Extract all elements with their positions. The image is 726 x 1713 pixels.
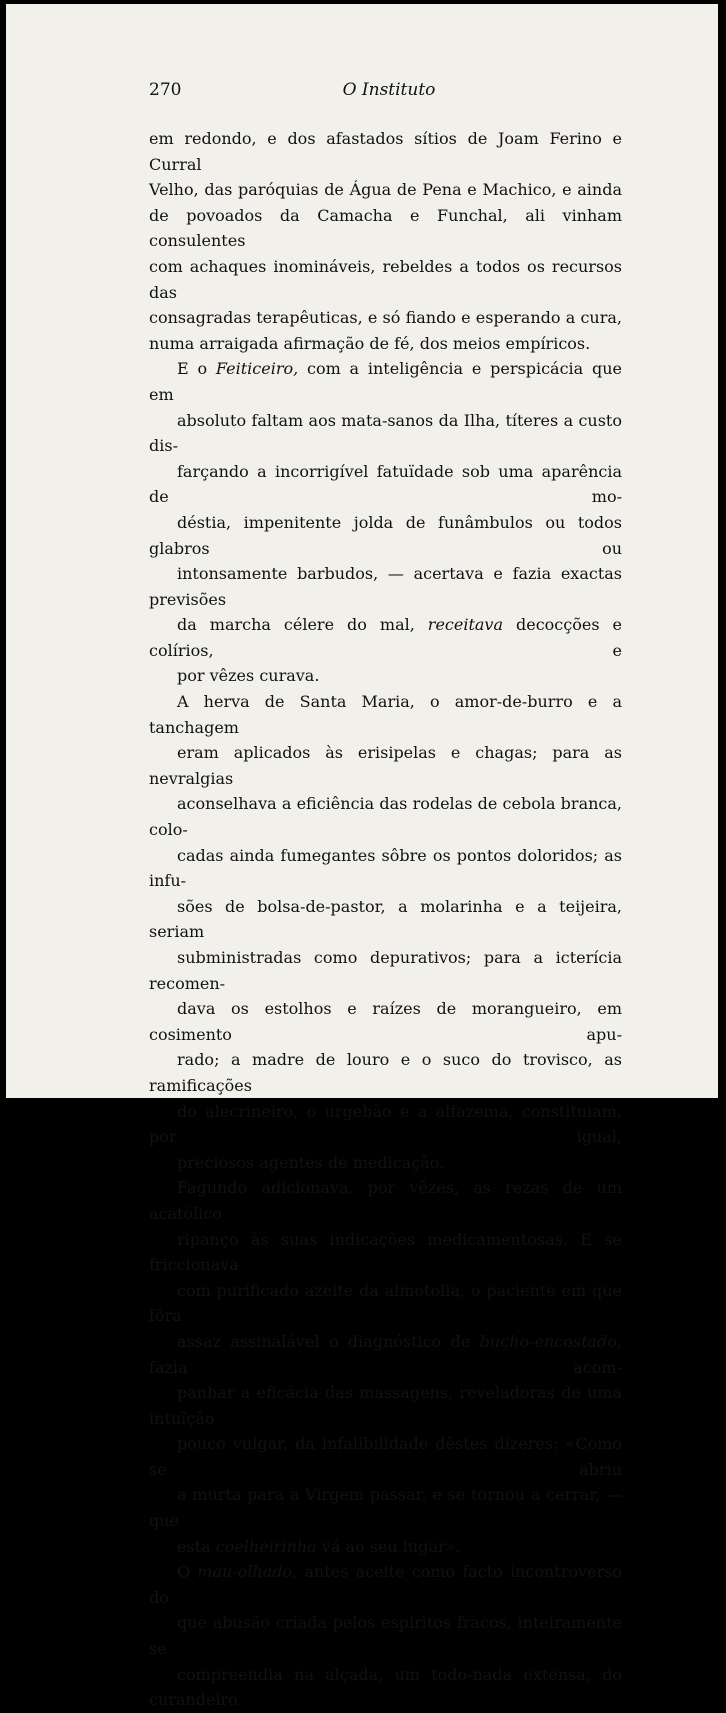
- text-line: [149, 1047, 622, 1098]
- paragraph: [149, 356, 622, 689]
- text-segment: preciosos agentes de medicação.: [177, 1152, 445, 1172]
- text-line: [149, 1662, 622, 1713]
- text-segment: de povoados da Camacha e Funchal, ali vinham consulentes: [149, 205, 622, 251]
- text-segment: déstia, impenitente jolda de funâmbulos ou todos glabros ou: [149, 512, 622, 558]
- text-line: [149, 510, 622, 561]
- text-line: [149, 945, 622, 996]
- running-title: O Instituto: [342, 80, 436, 100]
- text-line: [149, 1278, 622, 1329]
- text-line: [149, 689, 622, 740]
- text-segment: antes aceite como facto incontroverso do: [149, 1562, 623, 1607]
- text-line: [149, 791, 622, 842]
- text-segment: compreendia na alçada, um todo-nada extensa, do curandeiro.: [149, 1664, 622, 1710]
- text-segment: intonsamente barbudos, — acertava e fazia exactas previsões: [149, 564, 622, 609]
- book-page: [6, 4, 718, 1710]
- page-header: [149, 80, 629, 106]
- text-line: [149, 356, 622, 407]
- text-segment: a murta para a Virgem passar, e se tornou a cerrar, — que: [149, 1485, 622, 1531]
- text-line: [149, 1559, 622, 1610]
- text-segment: panhar a eficácia das massagens, reveladoras de uma intuïção: [149, 1383, 622, 1428]
- text-segment: aconselhava a eficiência das rodelas de cebola branca, colo-: [149, 794, 622, 840]
- text-line: [149, 1380, 622, 1431]
- text-segment: da marcha célere do mal,: [177, 615, 428, 635]
- text-segment: sões de bolsa-de-pastor, a molarinha e a teijeira, seriam: [149, 896, 622, 942]
- text-segment: E o: [177, 359, 216, 379]
- text-line: [149, 254, 622, 305]
- text-line: [149, 663, 622, 689]
- text-line: [149, 561, 622, 612]
- text-line: [149, 1329, 622, 1380]
- text-line: [149, 1534, 622, 1560]
- page-number: 270: [149, 80, 182, 100]
- text-line: [149, 612, 622, 663]
- text-segment: Velho, das paróquias de Água de Pena e Machico, e ainda: [149, 180, 622, 200]
- text-segment: assaz assinalável o diagnóstico de: [177, 1331, 480, 1351]
- text-line: [149, 1227, 622, 1278]
- text-segment: com a inteligência e perspicácia que em: [149, 359, 622, 404]
- text-segment: eram aplicados às erisipelas e chagas; para as nevralgias: [149, 743, 622, 788]
- text-segment: esta: [177, 1536, 216, 1556]
- paragraph: [149, 1175, 622, 1559]
- text-line: [149, 203, 622, 254]
- text-segment: decocções e colírios, e: [149, 615, 622, 660]
- text-segment: numa arraigada afirmação de fé, dos meios empíricos.: [149, 333, 591, 353]
- text-line: [149, 1099, 622, 1150]
- text-segment: vá ao seu lugar».: [316, 1536, 461, 1556]
- text-line: [149, 459, 622, 510]
- text-segment: em redondo, e dos afastados sítios de Joam Ferino e Curral: [149, 129, 622, 174]
- paragraph: [149, 126, 622, 356]
- paragraph: [149, 689, 622, 1175]
- text-line: [149, 843, 622, 894]
- text-line: [149, 177, 622, 203]
- text-segment: Fagundo adicionava, por vêzes, as rezas de um acatólico: [149, 1178, 622, 1223]
- text-segment: farçando a incorrigível fatuïdade sob uma aparência de mo-: [149, 461, 622, 507]
- text-segment: pouco vulgar, da infalibilidade dêstes dizeres: «Como se abriu: [149, 1434, 622, 1479]
- text-line: [149, 1482, 622, 1533]
- text-line: [149, 331, 622, 357]
- text-segment: com purificado azeite da almotolia, o paciente em que fôra: [149, 1280, 622, 1326]
- text-segment: do alecrineiro, o urgebão e a alfazema, constituiam, por igual,: [149, 1101, 622, 1147]
- italic-text: receitava: [427, 615, 504, 635]
- text-line: [149, 126, 622, 177]
- text-line: [149, 1150, 622, 1176]
- text-line: [149, 1431, 622, 1482]
- paragraph: [149, 1559, 622, 1713]
- text-segment: A herva de Santa Maria, o amor-de-burro e a tanchagem: [149, 692, 622, 737]
- italic-text: coelheirinha: [215, 1536, 317, 1556]
- text-segment: fazia acom-: [149, 1357, 622, 1377]
- text-segment: cadas ainda fumegantes sôbre os pontos doloridos; as infu-: [149, 845, 622, 891]
- body-text: [149, 126, 622, 1713]
- italic-text: bucho-encostado,: [479, 1331, 622, 1351]
- text-segment: dava os estolhos e raízes de morangueiro, em cosimento apu-: [149, 999, 622, 1044]
- text-line: [149, 740, 622, 791]
- text-segment: que abusão criada pelos espíritos fracos, inteiramente se: [149, 1613, 622, 1659]
- text-segment: absoluto faltam aos mata-sanos da Ilha, títeres a custo dis-: [149, 410, 622, 456]
- text-line: [149, 1175, 622, 1226]
- text-segment: subministradas como depurativos; para a icterícia recomen-: [149, 948, 622, 993]
- text-segment: O: [177, 1562, 198, 1582]
- italic-text: Feiticeiro,: [215, 359, 299, 379]
- text-line: [149, 996, 622, 1047]
- italic-text: mau-olhado,: [197, 1562, 298, 1582]
- text-segment: consagradas terapêuticas, e só fiando e esperando a cura,: [149, 308, 622, 328]
- text-segment: rado; a madre de louro e o suco do trovisco, as ramificações: [149, 1050, 622, 1095]
- text-line: [149, 894, 622, 945]
- text-segment: por vêzes curava.: [177, 666, 320, 686]
- text-segment: com achaques inomináveis, rebeldes a todos os recursos das: [149, 256, 622, 302]
- text-segment: ripanço às suas indicações medicamentosas. E se friccionava: [149, 1229, 622, 1275]
- text-line: [149, 408, 622, 459]
- text-line: [149, 1610, 622, 1661]
- text-line: [149, 305, 622, 331]
